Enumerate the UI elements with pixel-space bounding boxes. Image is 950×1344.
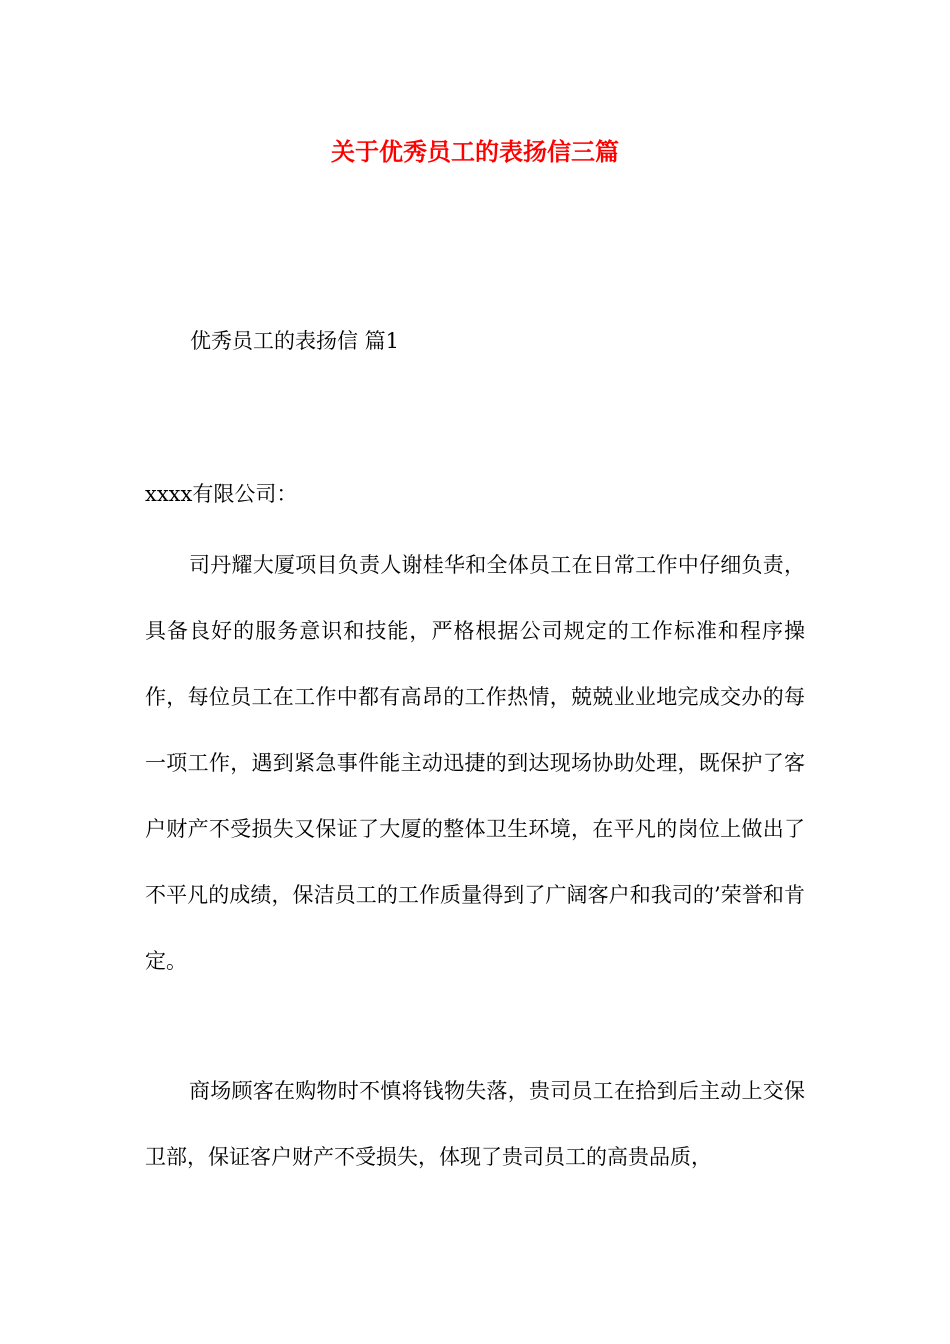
document-title: 关于优秀员工的表扬信三篇 (331, 138, 619, 166)
body-paragraph-1: 司丹耀大厦项目负责人谢桂华和全体员工在日常工作中仔细负责，具备良好的服务意识和技能，严格根据公司规定的工作标准和程序操作，每位员工在工作中都有高昂的工作热情，兢兢业业地完成交办的每一项工作，遇到紧急事件能主动迅捷的到达现场协助处理，既保护了客户财产不受损失又保证了大厦的整体卫生环境，在平凡的岗位上做出了不平凡的成绩，保洁员工的工作质量得到了广阔客户和我司的’荣誉和肯定。 (145, 553, 805, 973)
section-heading: 优秀员工的表扬信 篇1 (190, 329, 400, 353)
salutation: xxxx有限公司： (145, 482, 298, 506)
body-paragraph-2: 商场顾客在购物时不慎将钱物失落，贵司员工在拾到后主动上交保卫部，保证客户财产不受损失，体现了贵司员工的高贵品质， (145, 1079, 805, 1169)
